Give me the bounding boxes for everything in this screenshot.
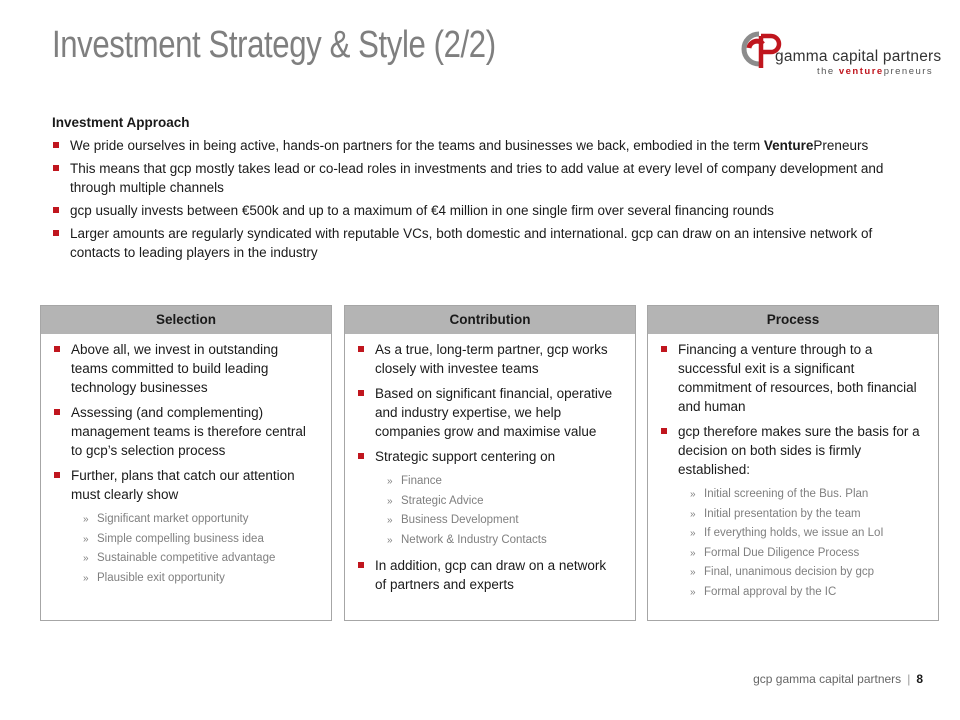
section-heading: Investment Approach bbox=[52, 115, 190, 130]
panel-heading: Contribution bbox=[345, 306, 635, 334]
chevron-right-icon: » bbox=[83, 533, 89, 545]
square-bullet-icon bbox=[54, 472, 60, 478]
logo-company-name: gamma capital partners bbox=[775, 48, 942, 65]
sub-list-item: » Formal Due Diligence Process bbox=[690, 544, 910, 564]
page-number: 8 bbox=[916, 672, 923, 686]
page-title: Investment Strategy & Style (2/2) bbox=[52, 24, 496, 66]
chevron-right-icon: » bbox=[690, 547, 696, 559]
list-item: gcp usually invests between €500k and up to a maximum of €4 million in one single firm over several financing rounds bbox=[52, 201, 912, 220]
chevron-right-icon: » bbox=[83, 572, 89, 584]
footer-separator: | bbox=[907, 672, 911, 686]
logo-tagline: the venturepreneurs bbox=[817, 66, 934, 77]
chevron-right-icon: » bbox=[83, 514, 89, 525]
footer bbox=[753, 672, 923, 686]
square-bullet-icon bbox=[53, 142, 59, 148]
company-logo bbox=[735, 26, 942, 78]
list-item: Assessing (and complementing) management teams is therefore central to gcp’s selection process bbox=[53, 403, 317, 460]
square-bullet-icon bbox=[358, 346, 364, 352]
square-bullet-icon bbox=[358, 453, 364, 459]
square-bullet-icon bbox=[358, 562, 364, 568]
selection-panel bbox=[40, 305, 332, 621]
sub-list-item: » Business Development bbox=[387, 511, 607, 531]
sub-list-item: » Plausible exit opportunity bbox=[83, 569, 303, 589]
panel-heading: Process bbox=[648, 306, 938, 334]
contribution-panel bbox=[344, 305, 636, 621]
sub-list-item: » If everything holds, we issue an LoI bbox=[690, 524, 910, 544]
list-item: As a true, long-term partner, gcp works closely with investee teams bbox=[357, 340, 621, 378]
square-bullet-icon bbox=[53, 165, 59, 171]
chevron-right-icon: » bbox=[690, 489, 696, 500]
sub-list-item: » Final, unanimous decision by gcp bbox=[690, 563, 910, 583]
chevron-right-icon: » bbox=[690, 586, 696, 598]
list-item: Based on significant financial, operative and industry expertise, we help companies grow and maximise value bbox=[357, 384, 621, 441]
list-item: Financing a venture through to a successful exit is a significant commitment of resources, both financial and human bbox=[660, 340, 924, 416]
square-bullet-icon bbox=[661, 346, 667, 352]
sub-list-item: » Network & Industry Contacts bbox=[387, 531, 607, 551]
chevron-right-icon: » bbox=[387, 534, 393, 546]
square-bullet-icon bbox=[358, 390, 364, 396]
chevron-right-icon: » bbox=[83, 553, 89, 564]
list-item: We pride ourselves in being active, hands-on partners for the teams and businesses we back, embodied in the term VenturePreneurs bbox=[52, 136, 912, 155]
list-item: gcp therefore makes sure the basis for a decision on both sides is firmly established: » Initial screening of the Bus. Plan » Initial presentation by the team » If everything holds, we issue an LoI » Formal Due Diligence Process » Final, unanimous decision by gcp » Formal approval by the IC bbox=[660, 422, 924, 602]
approach-list bbox=[52, 136, 912, 262]
sub-list-item: » Initial screening of the Bus. Plan bbox=[690, 485, 910, 505]
footer-company: gcp gamma capital partners bbox=[753, 672, 902, 686]
chevron-right-icon: » bbox=[387, 495, 393, 507]
chevron-right-icon: » bbox=[387, 476, 393, 487]
square-bullet-icon bbox=[54, 346, 60, 352]
square-bullet-icon bbox=[53, 230, 59, 236]
list-item: In addition, gcp can draw on a network of partners and experts bbox=[357, 556, 621, 594]
sub-list-item: » Initial presentation by the team bbox=[690, 505, 910, 525]
investment-approach-section bbox=[52, 115, 912, 266]
sub-list-item: » Significant market opportunity bbox=[83, 510, 303, 530]
square-bullet-icon bbox=[53, 207, 59, 213]
sub-list-item: » Sustainable competitive advantage bbox=[83, 549, 303, 569]
sub-list-item: » Simple compelling business idea bbox=[83, 530, 303, 550]
process-panel bbox=[647, 305, 939, 621]
chevron-right-icon: » bbox=[690, 508, 696, 520]
list-item: Strategic support centering on » Finance » Strategic Advice » Business Development » Network & Industry Contacts bbox=[357, 447, 621, 550]
list-item: Larger amounts are regularly syndicated with reputable VCs, both domestic and international. gcp can draw on an intensive network of contacts to leading players in the industry bbox=[52, 224, 912, 262]
chevron-right-icon: » bbox=[387, 515, 393, 526]
list-item: Further, plans that catch our attention must clearly show » Significant market opportunity » Simple compelling business idea » Sustainable competitive advantage » Plausible exit opportunity bbox=[53, 466, 317, 588]
square-bullet-icon bbox=[54, 409, 60, 415]
chevron-right-icon: » bbox=[690, 528, 696, 539]
chevron-right-icon: » bbox=[690, 567, 696, 578]
sub-list-item: » Finance bbox=[387, 472, 607, 492]
panel-heading: Selection bbox=[41, 306, 331, 334]
square-bullet-icon bbox=[661, 428, 667, 434]
sub-list-item: » Formal approval by the IC bbox=[690, 583, 910, 603]
list-item: This means that gcp mostly takes lead or co-lead roles in investments and tries to add value at every level of company development and through multiple channels bbox=[52, 159, 912, 197]
sub-list-item: » Strategic Advice bbox=[387, 492, 607, 512]
list-item: Above all, we invest in outstanding teams committed to build leading technology businesses bbox=[53, 340, 317, 397]
